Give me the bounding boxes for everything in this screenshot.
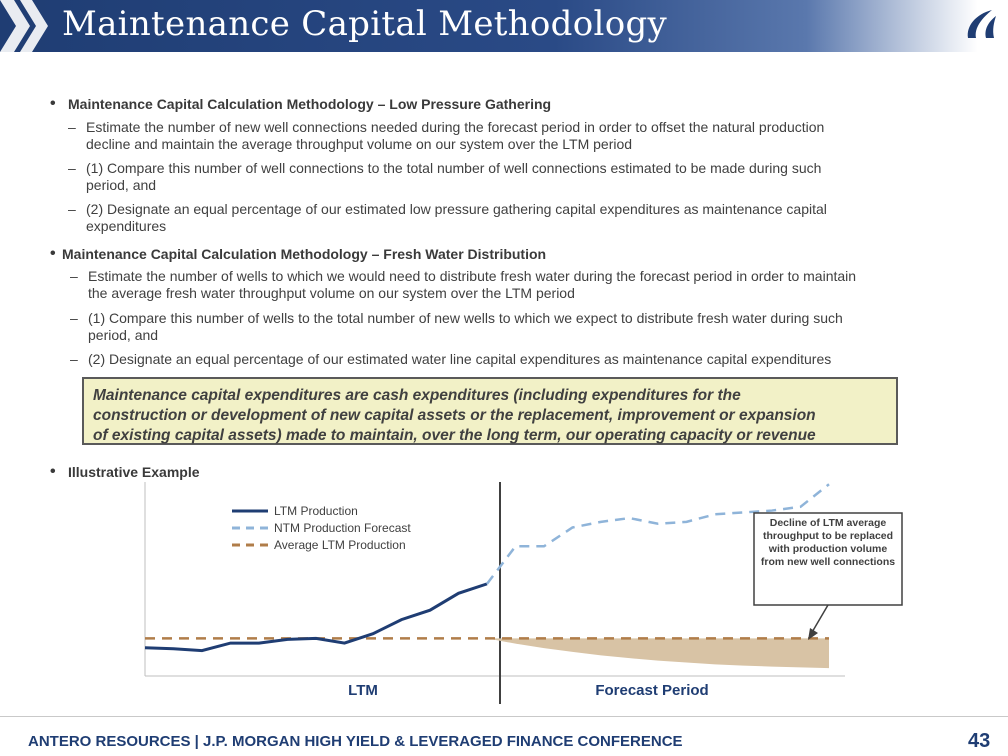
section-heading-fresh-water: • Maintenance Capital Calculation Methodology – Fresh Water Distribution xyxy=(50,245,547,262)
antero-flame-logo-icon xyxy=(962,8,1002,44)
series-line-0 xyxy=(145,584,487,651)
list-item: – (2) Designate an equal percentage of our estimated low pressure gathering capital expenditures as maintenance capital expenditures xyxy=(68,201,827,234)
footer-divider xyxy=(0,716,1008,717)
list-item: – Estimate the number of new well connections needed during the forecast period in order to offset the natural production decline and maintain the average throughput volume on our system over the LTM period xyxy=(68,119,825,152)
legend-label: Average LTM Production xyxy=(274,538,406,552)
bullet-icon: • xyxy=(50,463,56,480)
illustrative-chart xyxy=(0,470,1008,710)
illustrative-example-heading: • Illustrative Example xyxy=(50,463,200,480)
page-title: Maintenance Capital Methodology xyxy=(62,4,668,44)
legend-label: NTM Production Forecast xyxy=(274,521,411,535)
chevron-icon xyxy=(0,0,58,52)
period-label-forecast: Forecast Period xyxy=(595,682,709,699)
section-heading-low-pressure: • Maintenance Capital Calculation Methodology – Low Pressure Gathering xyxy=(50,95,552,112)
period-label-ltm: LTM xyxy=(348,682,378,699)
list-item: – (1) Compare this number of wells to the total number of new wells to which we expect to distribute fresh water during such period, and xyxy=(70,310,843,343)
decline-area xyxy=(487,638,829,668)
legend-label: LTM Production xyxy=(274,504,358,518)
bullet-icon: • xyxy=(50,95,56,112)
list-item: – (2) Designate an equal percentage of our estimated water line capital expenditures as maintenance capital expenditures xyxy=(70,351,832,367)
bullet-icon: • xyxy=(50,245,56,262)
title-bar xyxy=(0,0,1008,52)
page-number: 43 xyxy=(968,730,991,752)
maintenance-capex-definition-callout: Maintenance capital expenditures are cash expenditures (including expenditures for the construction or development of new capital assets or the replacement, improvement or expansion of existing capital assets) made to maintain, over the long term, our operating capacity or revenue xyxy=(82,377,898,445)
list-item: – Estimate the number of wells to which we would need to distribute fresh water during the forecast period in order to maintain the average fresh water throughput volume on our system over the LTM period xyxy=(70,268,857,301)
annotation-arrow xyxy=(811,605,828,634)
footer-conference-text: ANTERO RESOURCES | J.P. MORGAN HIGH YIELD & LEVERAGED FINANCE CONFERENCE xyxy=(28,733,683,750)
annotation-text: Decline of LTM average throughput to be replaced with production volume from new well connections xyxy=(760,517,896,568)
list-item: – (1) Compare this number of well connections to the total number of well connections estimated to be made during such period, and xyxy=(68,160,822,193)
legend xyxy=(232,504,411,552)
